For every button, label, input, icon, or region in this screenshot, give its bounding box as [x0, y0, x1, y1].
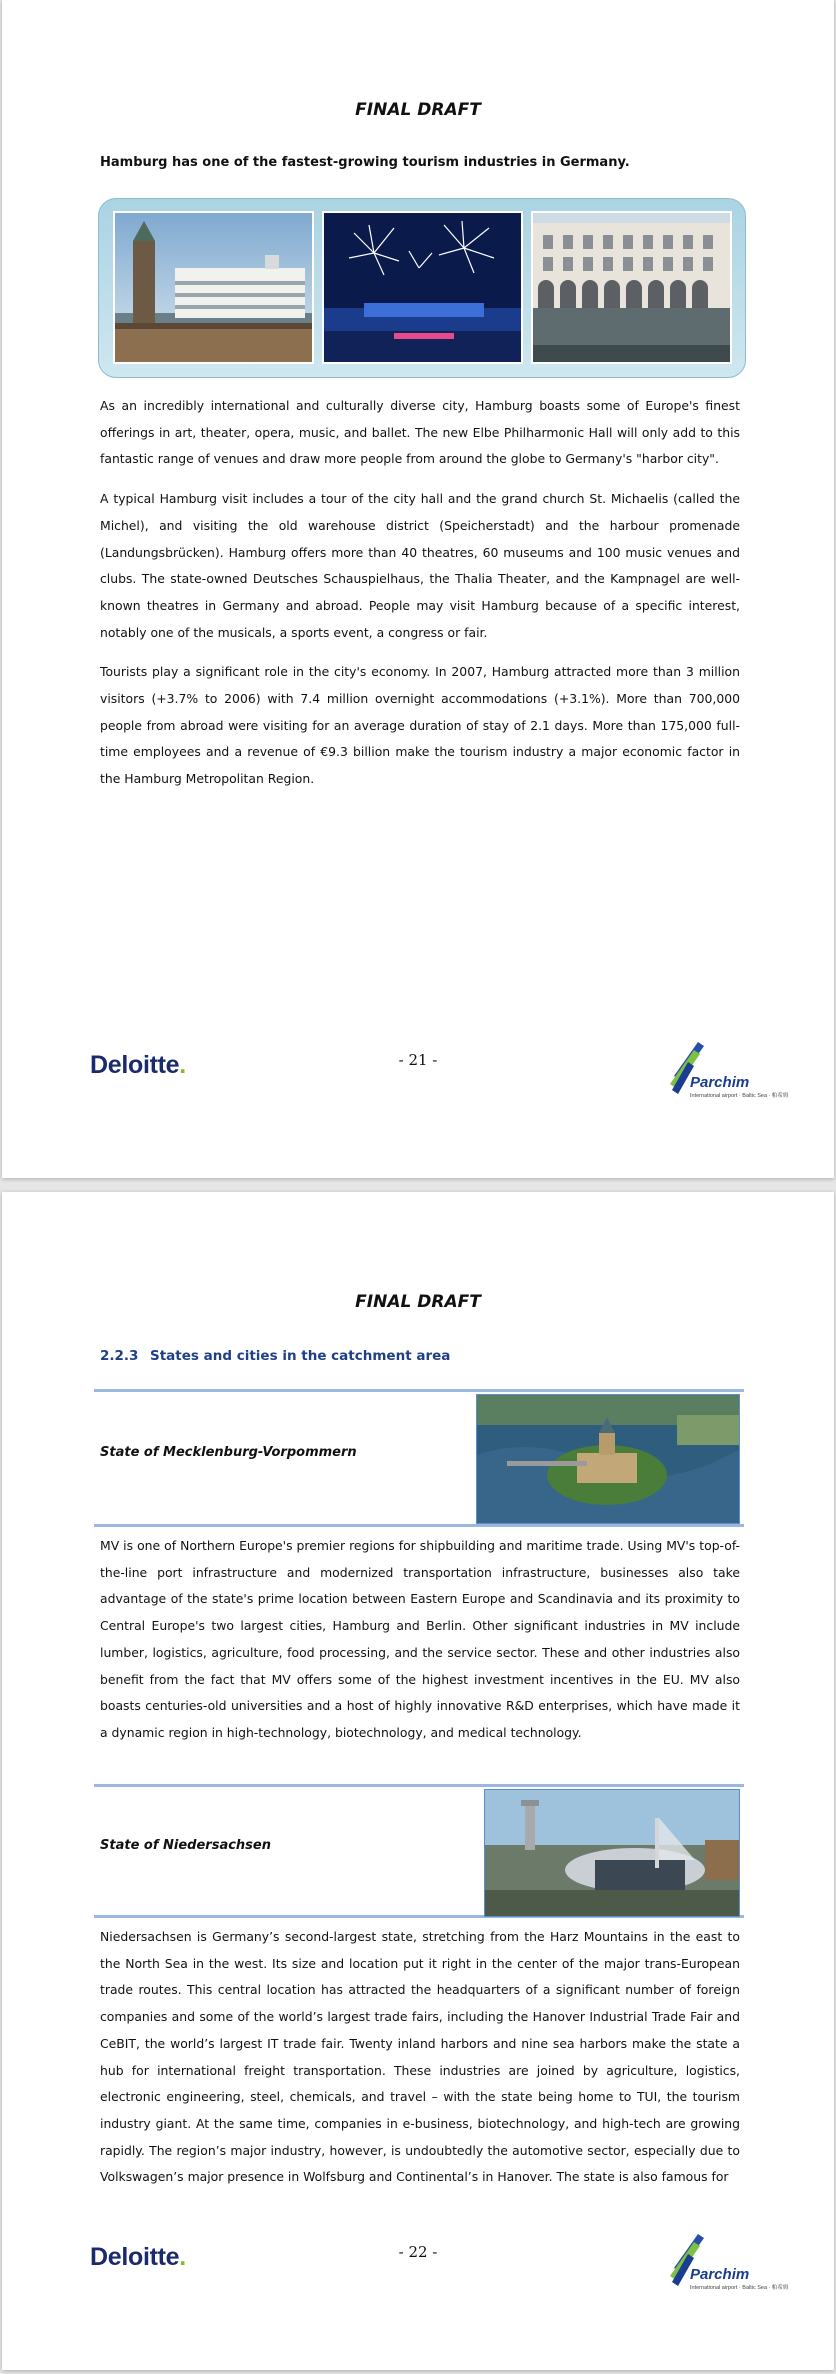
deloitte-logo: Deloitte. [90, 1051, 186, 1079]
arcades-photo [531, 211, 732, 364]
photo-strip [98, 198, 746, 378]
final-draft-header: FINAL DRAFT [355, 100, 481, 120]
page-number: - 22 - [398, 2243, 438, 2261]
parchim-logo: Parchim International airport · Baltic Sea · 帕希姆 [668, 2232, 748, 2302]
deloitte-logo: Deloitte. [90, 2243, 186, 2271]
schwerin-castle-photo [476, 1394, 740, 1524]
state-label-mv: State of Mecklenburg-Vorpommern [100, 1445, 357, 1460]
hanover-fair-photo [484, 1789, 740, 1917]
page-22 [2, 1192, 834, 2370]
state-text-niedersachsen: Niedersachsen is Germany’s second-largest state, stretching from the Harz Mountains in the east to the North Sea in the west. Its size and location put it right in the center of the major trans-European trade routes. This central location has attracted the headquarters of a significant number of foreign companies and some of the world’s largest trade fairs, including the Hanover Industrial Trade Fair and CeBIT, the world’s largest IT trade fair. Twenty inland harbors and nine sea harbors make the state a hub for international freight transportation. These industries are joined by agriculture, logistics, electronic engineering, steel, chemicals, and travel – with the state being home to TUI, the tourism industry giant. At the same time, companies in e-business, biotechnology, and high-tech are growing rapidly. The region’s major industry, however, is undoubtedly the automotive sector, especially due to Volkswagen’s major presence in Wolfsburg and Continental’s in Hanover. The state is also famous for [100, 1929, 740, 2185]
paragraph-3: Tourists play a significant role in the city's economy. In 2007, Hamburg attracted more than 3 million visitors (+3.7% to 2006) with 7.4 million overnight accommodations (+3.1%). More than 700,000 people from abroad were visiting for an average duration of stay of 2.1 days. More than 175,000 full-time employees and a revenue of €9.3 billion make the tourism industry a major economic factor in the Hamburg Metropolitan Region. [100, 664, 740, 787]
state-label-niedersachsen: State of Niedersachsen [100, 1838, 271, 1853]
state-band-mv [94, 1389, 744, 1527]
state-text-mv: MV is one of Northern Europe's premier regions for shipbuilding and maritime trade. Using MV's top-of-the-line port infrastructure and modernized transportation infrastructure, businesses also take advantage of the state's prime location between Eastern Europe and Scandinavia and its proximity to Central Europe's two largest cities, Hamburg and Berlin. Other significant industries in MV include lumber, logistics, agriculture, food processing, and the service sector. These and other industries also benefit from the fact that MV offers some of the highest investment incentives in the EU. MV also boasts centuries-old universities and a host of highly innovative R&D enterprises, which have made it a dynamic region in high-technology, biotechnology, and medical technology. [100, 1538, 740, 1740]
state-band-niedersachsen [94, 1784, 744, 1918]
paragraph-1: As an incredibly international and culturally diverse city, Hamburg boasts some of Europe's finest offerings in art, theater, opera, music, and ballet. The new Elbe Philharmonic Hall will only add to this fantastic range of venues and draw more people from around the globe to Germany's "harbor city". [100, 398, 740, 467]
paragraph-2: A typical Hamburg visit includes a tour of the city hall and the grand church St. Michaelis (called the Michel), and visiting the old warehouse district (Speicherstadt) and the harbour promenade (Landungsbrücken). Hamburg offers more than 40 theatres, 60 museums and 100 music venues and clubs. The state-owned Deutsches Schauspielhaus, the Thalia Theater, and the Kampnagel are well-known theatres in Germany and abroad. People may visit Hamburg because of a specific interest, notably one of the musicals, a sports event, a congress or fair. [100, 491, 740, 640]
harbor-photo [113, 211, 314, 364]
body-text [100, 393, 740, 806]
fireworks-photo [322, 211, 523, 364]
section-heading: 2.2.3 States and cities in the catchment area [100, 1348, 451, 1364]
lead-sentence: Hamburg has one of the fastest-growing tourism industries in Germany. [100, 155, 630, 170]
parchim-logo: Parchim International airport · Baltic Sea · 帕希姆 [668, 1040, 748, 1110]
final-draft-header: FINAL DRAFT [355, 1292, 481, 1312]
page-21 [2, 0, 834, 1178]
page-number: - 21 - [398, 1051, 438, 1069]
